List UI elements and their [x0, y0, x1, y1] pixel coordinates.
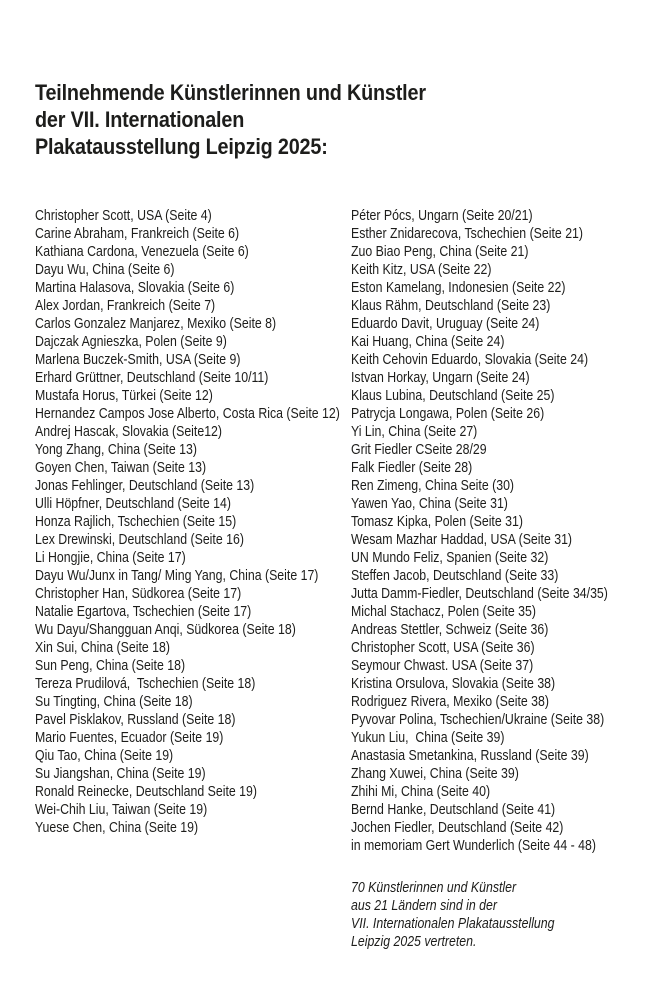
artist-entry: Keith Cehovin Eduardo, Slovakia (Seite 24) — [351, 352, 589, 368]
artist-entry: UN Mundo Feliz, Spanien (Seite 32) — [351, 550, 549, 566]
artist-entry: Klaus Lubina, Deutschland (Seite 25) — [351, 388, 555, 404]
artist-entry: Wu Dayu/Shangguan Anqi, Südkorea (Seite 18) — [35, 622, 296, 638]
artist-entry: Istvan Horkay, Ungarn (Seite 24) — [351, 370, 530, 386]
artist-entry: Grit Fiedler CSeite 28/29 — [351, 442, 487, 458]
artist-entry: Christopher Scott, USA (Seite 4) — [35, 208, 212, 224]
artist-entry: Kai Huang, China (Seite 24) — [351, 334, 505, 350]
artist-entry: Tomasz Kipka, Polen (Seite 31) — [351, 514, 523, 530]
artist-entry: Natalie Egartova, Tschechien (Seite 17) — [35, 604, 252, 620]
artist-entry: Pyvovar Polina, Tschechien/Ukraine (Seite 38) — [351, 712, 605, 728]
artist-entry: Jutta Damm-Fiedler, Deutschland (Seite 34/35) — [351, 586, 608, 602]
artist-entry: Pavel Pisklakov, Russland (Seite 18) — [35, 712, 236, 728]
artist-entry: Eduardo Davit, Uruguay (Seite 24) — [351, 316, 540, 332]
artist-entry: Christopher Scott, USA (Seite 36) — [351, 640, 535, 656]
artist-entry: Qiu Tao, China (Seite 19) — [35, 748, 174, 764]
page-title-line: Plakatausstellung Leipzig 2025: — [35, 134, 328, 159]
artist-entry: Anastasia Smetankina, Russland (Seite 39) — [351, 748, 589, 764]
summary-note-line: Leipzig 2025 vertreten. — [351, 934, 477, 950]
artist-entry: Dajczak Agnieszka, Polen (Seite 9) — [35, 334, 227, 350]
artist-entry: Christopher Han, Südkorea (Seite 17) — [35, 586, 242, 602]
page-title-line: Teilnehmende Künstlerinnen und Künstler — [35, 80, 426, 105]
artist-entry: Goyen Chen, Taiwan (Seite 13) — [35, 460, 207, 476]
artist-entry: Yuese Chen, China (Seite 19) — [35, 820, 199, 836]
artist-entry: Klaus Rähm, Deutschland (Seite 23) — [351, 298, 551, 314]
artist-entry: Patrycja Longawa, Polen (Seite 26) — [351, 406, 545, 422]
artist-entry: Martina Halasova, Slovakia (Seite 6) — [35, 280, 235, 296]
artist-entry: Kathiana Cardona, Venezuela (Seite 6) — [35, 244, 249, 260]
artist-list-left-column — [35, 207, 340, 837]
artist-entry: Rodriguez Rivera, Mexiko (Seite 38) — [351, 694, 549, 710]
artist-entry: Dayu Wu/Junx in Tang/ Ming Yang, China (Seite 17) — [35, 568, 319, 584]
artist-entry: Jonas Fehlinger, Deutschland (Seite 13) — [35, 478, 255, 494]
artist-entry: Bernd Hanke, Deutschland (Seite 41) — [351, 802, 556, 818]
artist-entry: Honza Rajlich, Tschechien (Seite 15) — [35, 514, 237, 530]
artist-entry: Sun Peng, China (Seite 18) — [35, 658, 186, 674]
artist-entry: Zhihi Mi, China (Seite 40) — [351, 784, 491, 800]
artist-entry: Li Hongjie, China (Seite 17) — [35, 550, 186, 566]
artist-entry: Lex Drewinski, Deutschland (Seite 16) — [35, 532, 244, 548]
summary-note-line: VII. Internationalen Plakatausstellung — [351, 916, 555, 932]
artist-entry: Zhang Xuwei, China (Seite 39) — [351, 766, 519, 782]
page-title-line: der VII. Internationalen — [35, 107, 245, 132]
artist-entry: Carlos Gonzalez Manjarez, Mexiko (Seite 8) — [35, 316, 277, 332]
artist-entry: Yong Zhang, China (Seite 13) — [35, 442, 197, 458]
artist-entry: Andreas Stettler, Schweiz (Seite 36) — [351, 622, 549, 638]
artist-entry: Hernandez Campos Jose Alberto, Costa Rica (Seite 12) — [35, 406, 340, 422]
artist-entry: Falk Fiedler (Seite 28) — [351, 460, 473, 476]
artist-entry: Eston Kamelang, Indonesien (Seite 22) — [351, 280, 566, 296]
artist-entry: Keith Kitz, USA (Seite 22) — [351, 262, 492, 278]
artist-entry: Steffen Jacob, Deutschland (Seite 33) — [351, 568, 559, 584]
artist-entry: Carine Abraham, Frankreich (Seite 6) — [35, 226, 240, 242]
artist-entry: Alex Jordan, Frankreich (Seite 7) — [35, 298, 216, 314]
artist-entry: Yi Lin, China (Seite 27) — [351, 424, 478, 440]
artist-entry: Marlena Buczek-Smith, USA (Seite 9) — [35, 352, 241, 368]
artist-entry: Ronald Reinecke, Deutschland Seite 19) — [35, 784, 257, 800]
artist-entry: Su Tingting, China (Seite 18) — [35, 694, 193, 710]
artist-entry: Ren Zimeng, China Seite (30) — [351, 478, 515, 494]
page-title — [35, 79, 426, 160]
artist-entry: Jochen Fiedler, Deutschland (Seite 42) — [351, 820, 564, 836]
artist-entry: Esther Znidarecova, Tschechien (Seite 21) — [351, 226, 584, 242]
summary-note — [351, 879, 554, 951]
artist-list-right-column — [351, 207, 608, 855]
artist-entry: Dayu Wu, China (Seite 6) — [35, 262, 175, 278]
artist-entry: Yawen Yao, China (Seite 31) — [351, 496, 508, 512]
artist-entry: Wesam Mazhar Haddad, USA (Seite 31) — [351, 532, 573, 548]
summary-note-line: aus 21 Ländern sind in der — [351, 898, 497, 914]
artist-entry: Seymour Chwast. USA (Seite 37) — [351, 658, 534, 674]
artist-entry: Michal Stachacz, Polen (Seite 35) — [351, 604, 536, 620]
artist-entry: Mustafa Horus, Türkei (Seite 12) — [35, 388, 213, 404]
artist-entry: Mario Fuentes, Ecuador (Seite 19) — [35, 730, 224, 746]
artist-entry: Péter Pócs, Ungarn (Seite 20/21) — [351, 208, 533, 224]
artist-entry: Andrej Hascak, Slovakia (Seite12) — [35, 424, 223, 440]
artist-entry: Ulli Höpfner, Deutschland (Seite 14) — [35, 496, 231, 512]
artist-entry: Kristina Orsulova, Slovakia (Seite 38) — [351, 676, 556, 692]
artist-entry: Wei-Chih Liu, Taiwan (Seite 19) — [35, 802, 208, 818]
artist-entry: Xin Sui, China (Seite 18) — [35, 640, 170, 656]
artist-entry: Zuo Biao Peng, China (Seite 21) — [351, 244, 529, 260]
artist-entry: Erhard Grüttner, Deutschland (Seite 10/11) — [35, 370, 269, 386]
artist-entry: Yukun Liu, China (Seite 39) — [351, 730, 505, 746]
artist-entry: Tereza Prudilová, Tschechien (Seite 18) — [35, 676, 256, 692]
artist-entry: in memoriam Gert Wunderlich (Seite 44 - 48) — [351, 838, 596, 854]
summary-note-line: 70 Künstlerinnen und Künstler — [351, 880, 517, 896]
artist-entry: Su Jiangshan, China (Seite 19) — [35, 766, 206, 782]
